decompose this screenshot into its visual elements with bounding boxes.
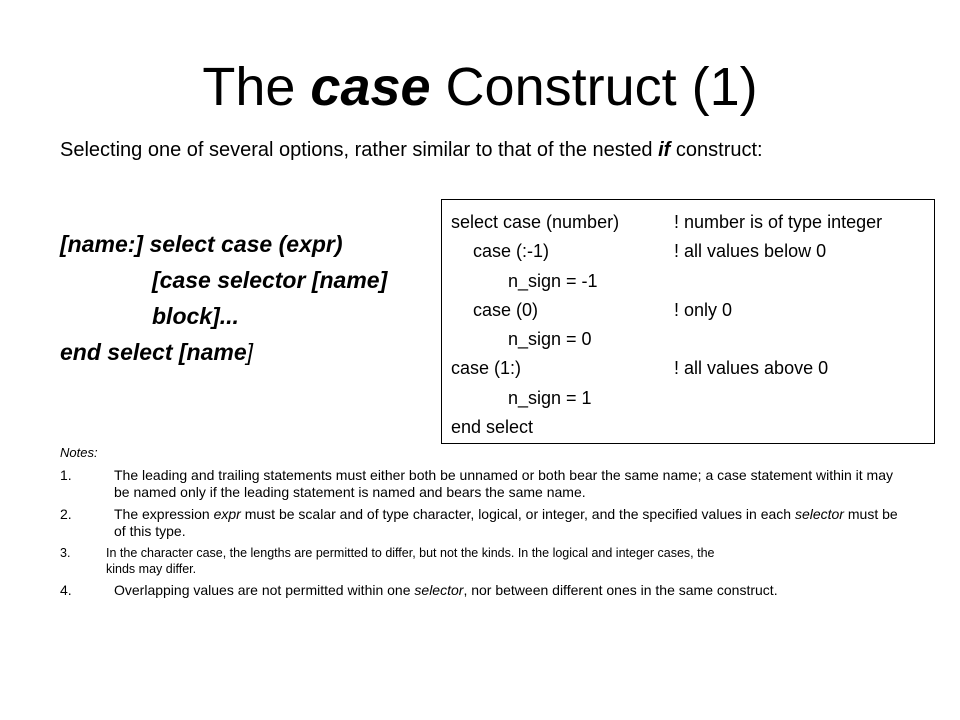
notes-list — [60, 467, 910, 604]
note-item-4 — [60, 582, 910, 599]
note-emphasis: expr — [213, 506, 241, 522]
syntax-line-3: block]... — [152, 303, 239, 329]
note-text: The leading and trailing statements must either both be unnamed or both bear the same name; a case statement within it may be named only if the leading statement is named and bears the same name. — [114, 467, 893, 500]
title-emphasis: case — [310, 57, 431, 117]
code-line — [451, 267, 934, 296]
note-number: 3. — [60, 546, 71, 560]
code-statement: case (:-1) — [473, 241, 550, 262]
code-line — [451, 296, 934, 325]
note-emphasis: selector — [414, 582, 464, 598]
code-line — [451, 384, 934, 413]
intro-post: construct: — [670, 139, 763, 161]
code-statement: case (1:) — [451, 358, 522, 379]
note-text: In the character case, the lengths are permitted to differ, but not the kinds. In the logical and integer cases, the — [106, 546, 715, 560]
code-comment: ! all values above 0 — [674, 358, 829, 379]
code-comment: ! all values below 0 — [674, 241, 827, 262]
code-comment: ! only 0 — [674, 299, 733, 320]
code-line — [451, 354, 934, 383]
note-item-3 — [60, 545, 910, 577]
syntax-line-1: [name:] select case (expr) — [60, 231, 343, 257]
slide-title — [0, 52, 960, 122]
title-pre: The — [202, 57, 311, 117]
intro-pre: Selecting one of several options, rather similar to that of the nested — [60, 139, 659, 161]
code-statement: n_sign = -1 — [508, 270, 598, 291]
note-emphasis: selector — [794, 506, 844, 522]
note-number: 2. — [60, 506, 72, 522]
code-statement: n_sign = 0 — [508, 329, 592, 350]
syntax-line-4-bracket: ] — [246, 339, 254, 365]
code-statement: case (0) — [473, 299, 539, 320]
syntax-line-2: [case selector [name] — [152, 267, 388, 293]
syntax-block — [60, 226, 387, 370]
note-text: kinds may differ. — [106, 562, 197, 576]
code-statement: n_sign = 1 — [508, 387, 592, 408]
code-line — [451, 237, 934, 266]
note-text: Overlapping values are not permitted within one — [114, 582, 415, 598]
note-item-2 — [60, 506, 910, 540]
note-text: must be scalar and of type character, logical, or integer, and the specified values in each — [240, 506, 795, 522]
note-number: 4. — [60, 582, 72, 598]
code-example-box — [441, 199, 935, 444]
code-statement: end select — [451, 417, 534, 438]
note-text: , nor between different ones in the same construct. — [463, 582, 778, 598]
syntax-line-4-main: end select [name — [60, 339, 247, 365]
note-item-1 — [60, 467, 910, 501]
intro-emphasis: if — [658, 139, 671, 161]
code-line — [451, 208, 934, 237]
code-line — [451, 413, 934, 442]
title-post: Construct (1) — [430, 57, 758, 117]
intro-text — [60, 139, 900, 162]
code-comment: ! number is of type integer — [674, 212, 883, 232]
code-line — [451, 325, 934, 354]
syntax-line-4 — [60, 334, 387, 370]
note-text: The expression — [114, 506, 214, 522]
note-text: must be of this type. — [114, 506, 898, 539]
notes-label: Notes: — [60, 445, 98, 460]
code-statement: select case (number) — [451, 212, 620, 232]
note-number: 1. — [60, 467, 72, 483]
